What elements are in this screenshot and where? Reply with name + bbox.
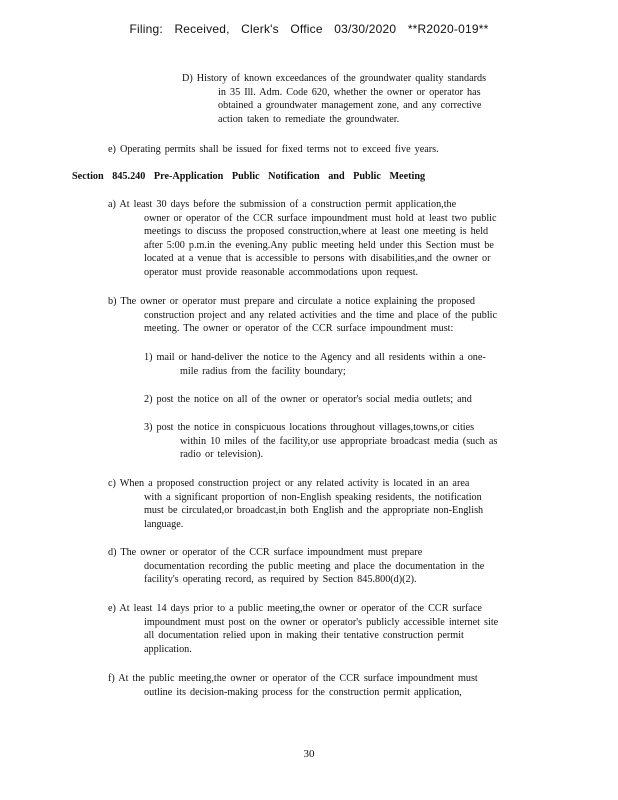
text-line: language.: [144, 518, 184, 530]
text-line: meeting. The owner or operator of the CCR surface impoundment must:: [144, 323, 454, 335]
item-D-history: [182, 72, 486, 126]
item-b1: [144, 351, 486, 378]
item-b: [108, 295, 497, 336]
text-line: D) History of known exceedances of the groundwater quality standards: [182, 73, 487, 84]
text-line: after 5:00 p.m.in the evening.Any public meeting held under this Section must be: [144, 239, 494, 251]
text-line: operator must provide reasonable accommodations upon request.: [144, 266, 419, 278]
text-line: in 35 Ill. Adm. Code 620, whether the owner or operator has: [218, 86, 481, 98]
text-line: must be circulated,or broadcast,in both English and the appropriate non-English: [144, 505, 484, 517]
text-line: 2) post the notice on all of the owner or operator's social media outlets; and: [144, 394, 472, 405]
text-line: impoundment must post on the owner or operator's publicly accessible internet site: [144, 616, 499, 628]
text-line: documentation recording the public meeting and place the documentation in the: [144, 560, 485, 572]
page-number: 30: [303, 748, 315, 760]
text-line: owner or operator of the CCR surface impoundment must hold at least two public: [144, 212, 497, 224]
text-line: outline its decision-making process for the construction permit application,: [144, 686, 462, 698]
text-line: obtained a groundwater management zone, and any corrective: [218, 100, 482, 112]
text-line: with a significant proportion of non-English speaking residents, the notification: [144, 491, 482, 503]
item-e: [108, 602, 498, 656]
text-line: radio or television).: [180, 449, 264, 461]
section-heading: Section 845.240 Pre-Application Public Notification and Public Meeting: [72, 171, 426, 182]
text-line: e) Operating permits shall be issued for fixed terms not to exceed five years.: [108, 144, 439, 155]
text-line: all documentation relied upon in making their tentative construction permit: [144, 630, 464, 642]
item-a: [108, 198, 497, 280]
item-b3: [144, 421, 497, 462]
text-line: meetings to discuss the proposed construction,where at least one meeting is held: [144, 226, 489, 238]
text-line: 3) post the notice in conspicuous locations throughout villages,towns,or cities: [144, 422, 475, 433]
text-line: within 10 miles of the facility,or use appropriate broadcast media (such as: [180, 435, 498, 447]
text-line: located at a venue that is accessible to persons with disabilities,and the owner or: [144, 253, 491, 265]
filing-header: Filing: Received, Clerk's Office 03/30/2020 **R2020-019**: [129, 22, 489, 36]
text-line: e) At least 14 days prior to a public meeting,the owner or operator of the CCR surface: [108, 603, 482, 614]
text-line: application.: [144, 643, 192, 655]
text-line: b) The owner or operator must prepare and circulate a notice explaining the proposed: [108, 296, 475, 307]
text-line: a) At least 30 days before the submission of a construction permit application,the: [108, 199, 457, 210]
item-b2: [144, 393, 472, 407]
item-d: [108, 546, 484, 587]
text-line: d) The owner or operator of the CCR surface impoundment must prepare: [108, 547, 423, 558]
item-f: [108, 672, 478, 699]
text-line: construction project and any related activities and the time and place of the public: [144, 309, 498, 321]
text-line: mile radius from the facility boundary;: [180, 365, 346, 377]
item-c: [108, 477, 483, 531]
item-e-operating-permits: [108, 143, 439, 157]
text-line: c) When a proposed construction project or any related activity is located in an area: [108, 478, 470, 489]
text-line: action taken to remediate the groundwater.: [218, 113, 400, 125]
text-line: 1) mail or hand-deliver the notice to the Agency and all residents within a one-: [144, 352, 486, 363]
text-line: facility's operating record, as required by Section 845.800(d)(2).: [144, 574, 417, 586]
text-line: f) At the public meeting,the owner or operator of the CCR surface impoundment must: [108, 673, 478, 684]
